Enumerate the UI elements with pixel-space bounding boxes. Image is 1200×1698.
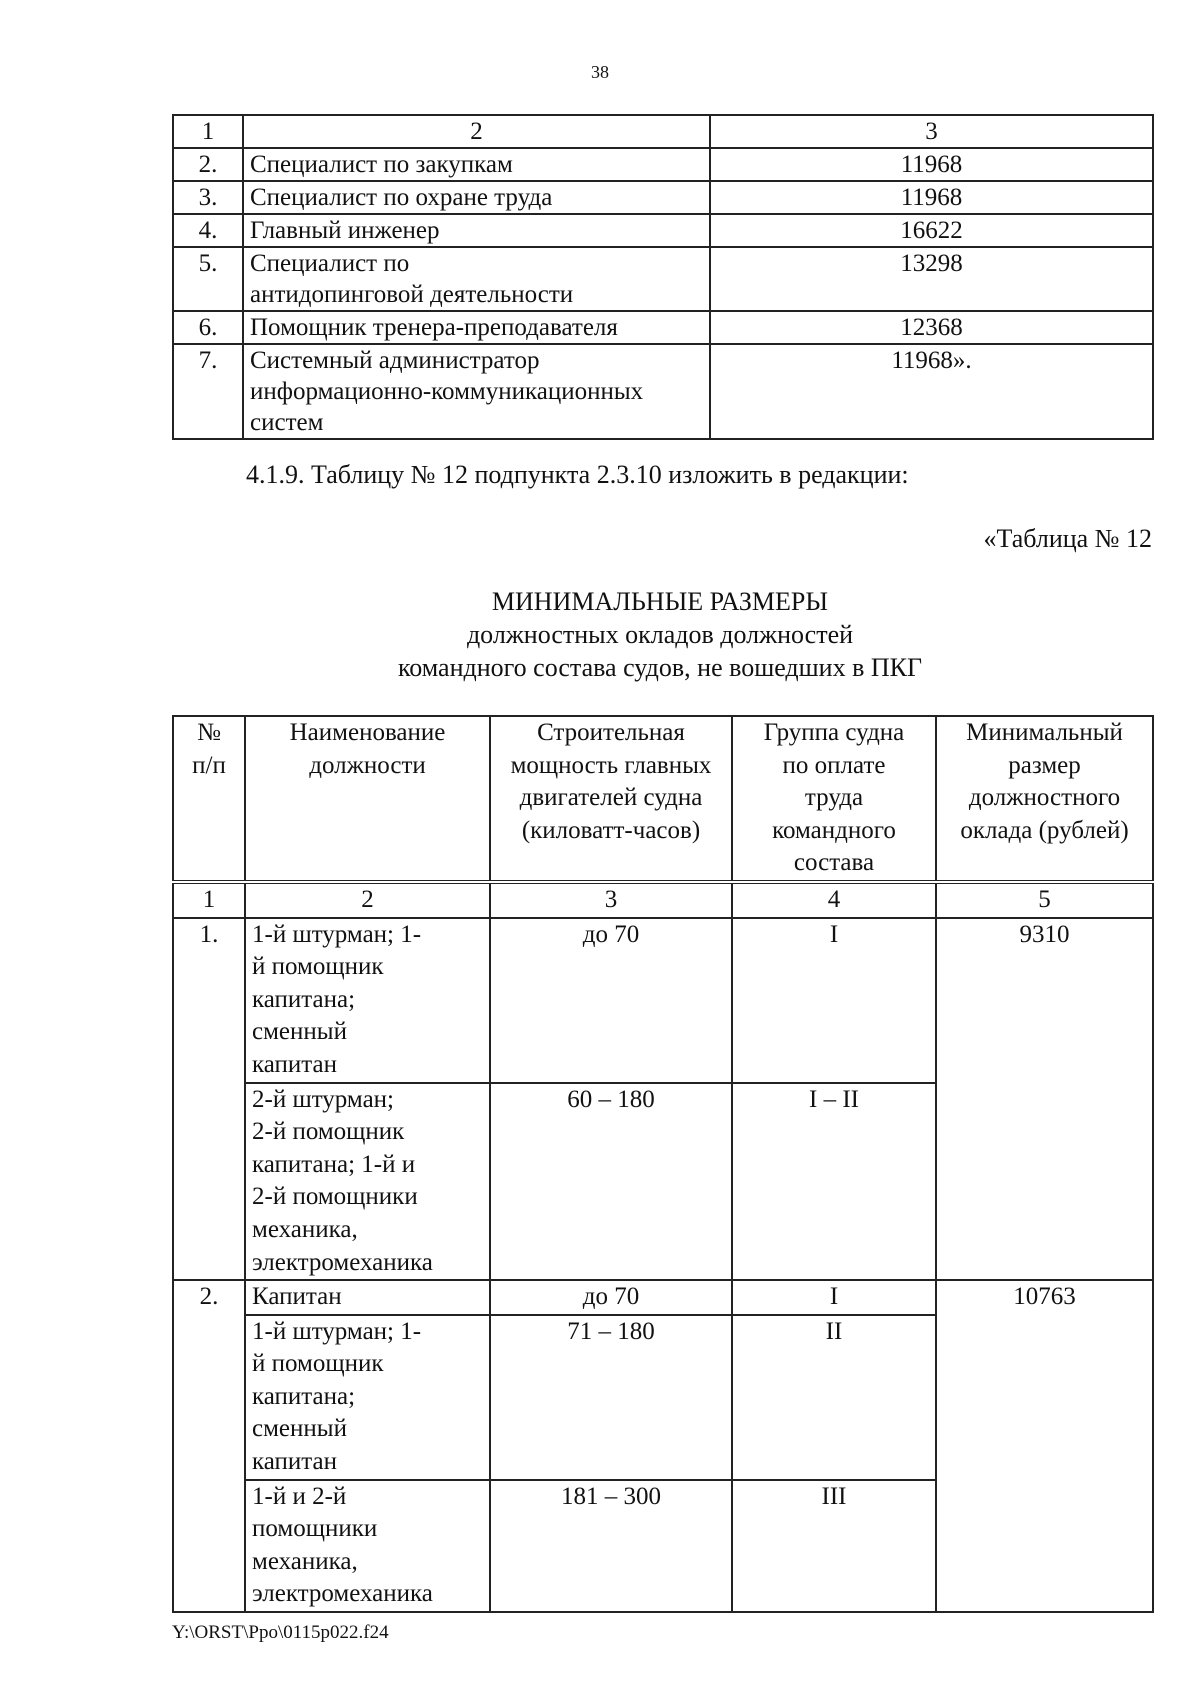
table-row <box>173 115 1153 148</box>
salary-value: 11968 <box>710 148 1153 181</box>
position-name: Системный администратор информационно-коммуникационных систем <box>243 344 710 439</box>
vessel-group: III <box>732 1480 936 1612</box>
table-heading <box>0 585 1200 684</box>
heading-subtitle: командного состава судов, не вошедших в ПКГ <box>397 653 923 682</box>
column-number: 2 <box>245 882 490 918</box>
footer-file-path: Y:\ORST\Ppo\0115p022.f24 <box>172 1622 389 1643</box>
table-row <box>173 1280 1153 1315</box>
table-row <box>173 918 1153 1083</box>
table-row <box>173 148 1153 181</box>
row-number: 3. <box>173 181 243 214</box>
header-vessel-group: Группа судна по оплате труда командного состава <box>732 716 936 882</box>
engine-power: 71 – 180 <box>490 1315 732 1480</box>
row-number: 5. <box>173 247 243 311</box>
vessel-group: I <box>732 918 936 1083</box>
row-number: 6. <box>173 311 243 344</box>
position-name: Специалист по закупкам <box>243 148 710 181</box>
salary-value: 11968». <box>710 344 1153 439</box>
row-number: 7. <box>173 344 243 439</box>
vessel-group: II <box>732 1315 936 1480</box>
heading-title: МИНИМАЛЬНЫЕ РАЗМЕРЫ <box>491 587 829 616</box>
position-name: 1-й штурман; 1-й помощник капитана; сменный капитан <box>245 1315 490 1480</box>
position-name: Специалист по антидопинговой деятельности <box>243 247 710 311</box>
engine-power: 60 – 180 <box>490 1083 732 1281</box>
table-row <box>173 344 1153 439</box>
position-name: 1-й штурман; 1-й помощник капитана; сменный капитан <box>245 918 490 1083</box>
row-number: 1. <box>173 918 245 1281</box>
amendment-paragraph: 4.1.9. Таблицу № 12 подпункта 2.3.10 изложить в редакции: <box>246 460 909 489</box>
position-name: Помощник тренера-преподавателя <box>243 311 710 344</box>
header-position: Наименование должности <box>245 716 490 882</box>
salary-value: 16622 <box>710 214 1153 247</box>
table-row <box>173 181 1153 214</box>
column-number: 3 <box>710 115 1153 148</box>
position-name: Специалист по охране труда <box>243 181 710 214</box>
position-name: Капитан <box>245 1280 490 1315</box>
table-row <box>173 882 1153 918</box>
salary-value: 10763 <box>936 1280 1153 1612</box>
column-number: 3 <box>490 882 732 918</box>
row-number: 2. <box>173 148 243 181</box>
header-min-salary: Минимальный размер должностного оклада (рублей) <box>936 716 1153 882</box>
row-number: 4. <box>173 214 243 247</box>
column-number: 4 <box>732 882 936 918</box>
table-row <box>173 247 1153 311</box>
page-number: 38 <box>591 62 609 82</box>
engine-power: до 70 <box>490 918 732 1083</box>
column-number: 2 <box>243 115 710 148</box>
salary-value: 12368 <box>710 311 1153 344</box>
engine-power: 181 – 300 <box>490 1480 732 1612</box>
header-number: № п/п <box>173 716 245 882</box>
table-row <box>173 214 1153 247</box>
column-number: 1 <box>173 882 245 918</box>
position-name: 1-й и 2-й помощники механика, электромеханика <box>245 1480 490 1612</box>
table-reference: «Таблица № 12 <box>983 524 1152 553</box>
salary-table <box>172 715 1154 1613</box>
table-header-row <box>173 716 1153 882</box>
salary-value: 9310 <box>936 918 1153 1281</box>
position-name: 2-й штурман; 2-й помощник капитана; 1-й и 2-й помощники механика, электромеханика <box>245 1083 490 1281</box>
vessel-group: I <box>732 1280 936 1315</box>
salary-value: 13298 <box>710 247 1153 311</box>
salary-value: 11968 <box>710 181 1153 214</box>
position-name: Главный инженер <box>243 214 710 247</box>
header-engine-power: Строительная мощность главных двигателей судна (киловатт-часов) <box>490 716 732 882</box>
positions-table-continued <box>172 114 1154 440</box>
row-number: 2. <box>173 1280 245 1612</box>
vessel-group: I – II <box>732 1083 936 1281</box>
engine-power: до 70 <box>490 1280 732 1315</box>
table-row <box>173 311 1153 344</box>
heading-subtitle: должностных окладов должностей <box>466 620 854 649</box>
column-number: 5 <box>936 882 1153 918</box>
column-number: 1 <box>173 115 243 148</box>
